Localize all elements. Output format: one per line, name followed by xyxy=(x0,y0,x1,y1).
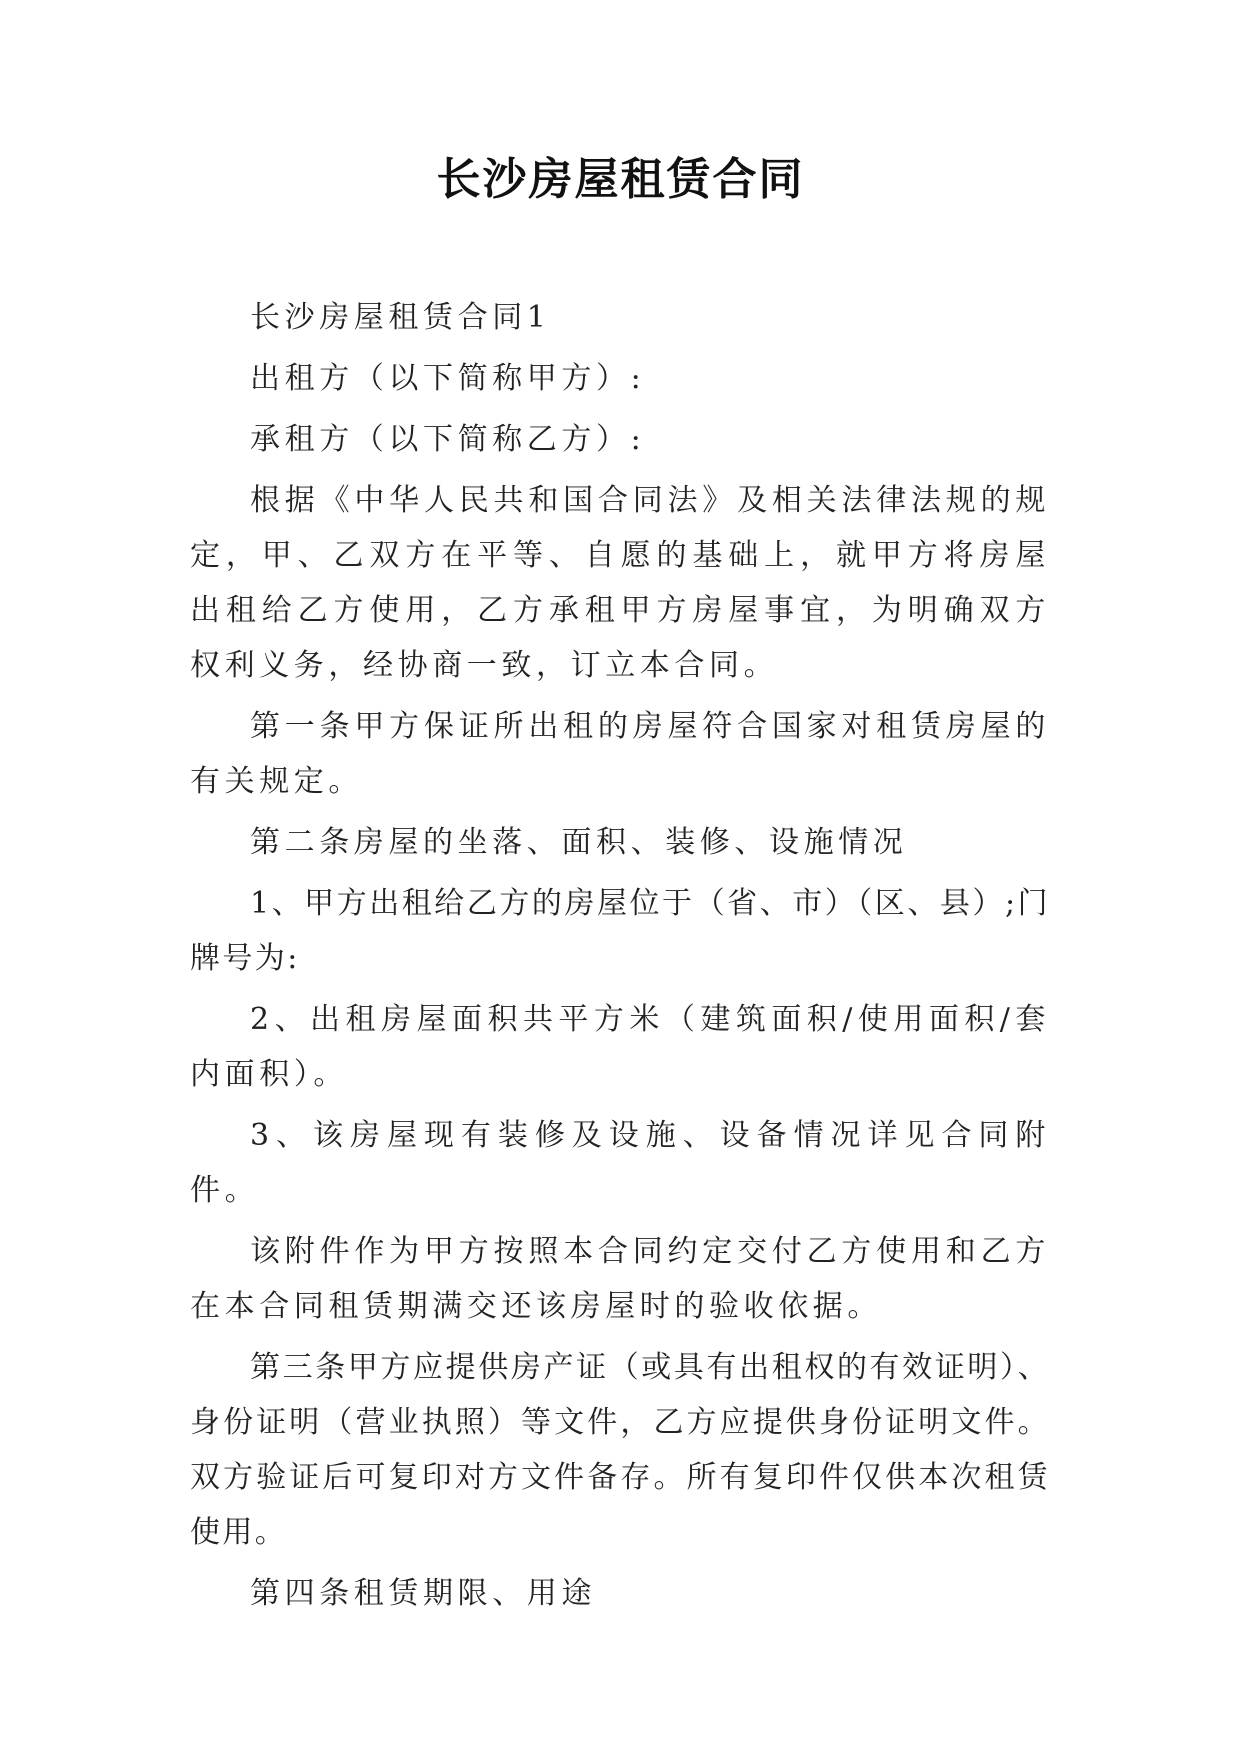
paragraph-item-2: 2、出租房屋面积共平方米（建筑面积/使用面积/套内面积）。 xyxy=(190,1002,1050,1092)
paragraph-article-4: 第四条租赁期限、用途 xyxy=(250,1576,596,1611)
paragraph-lessee: 承租方（以下简称乙方）: xyxy=(250,422,646,457)
paragraph-item-3: 3、该房屋现有装修及设施、设备情况详见合同附件。 xyxy=(190,1118,1050,1208)
document-title: 长沙房屋租赁合同 xyxy=(436,154,805,205)
paragraph-heading: 长沙房屋租赁合同1 xyxy=(250,300,551,335)
paragraph-article-2: 第二条房屋的坐落、面积、装修、设施情况 xyxy=(250,825,908,860)
paragraph-article-3: 第三条甲方应提供房产证（或具有出租权的有效证明）、身份证明（营业执照）等文件，乙方应提供身份证明文件。双方验证后可复印对方文件备存。所有复印件仅供本次租赁使用。 xyxy=(190,1350,1050,1550)
paragraph-attachment: 该附件作为甲方按照本合同约定交付乙方使用和乙方在本合同租赁期满交还该房屋时的验收依据。 xyxy=(190,1234,1050,1324)
paragraph-preamble: 根据《中华人民共和国合同法》及相关法律法规的规定，甲、乙双方在平等、自愿的基础上，就甲方将房屋出租给乙方使用，乙方承租甲方房屋事宜，为明确双方权利义务，经协商一致，订立本合同。 xyxy=(190,483,1050,683)
paragraph-lessor: 出租方（以下简称甲方）: xyxy=(250,361,646,396)
paragraph-item-1: 1、甲方出租给乙方的房屋位于（省、市）（区、县）;门牌号为: xyxy=(190,886,1050,976)
document-body xyxy=(190,290,1050,1627)
paragraph-article-1: 第一条甲方保证所出租的房屋符合国家对租赁房屋的有关规定。 xyxy=(190,709,1050,799)
